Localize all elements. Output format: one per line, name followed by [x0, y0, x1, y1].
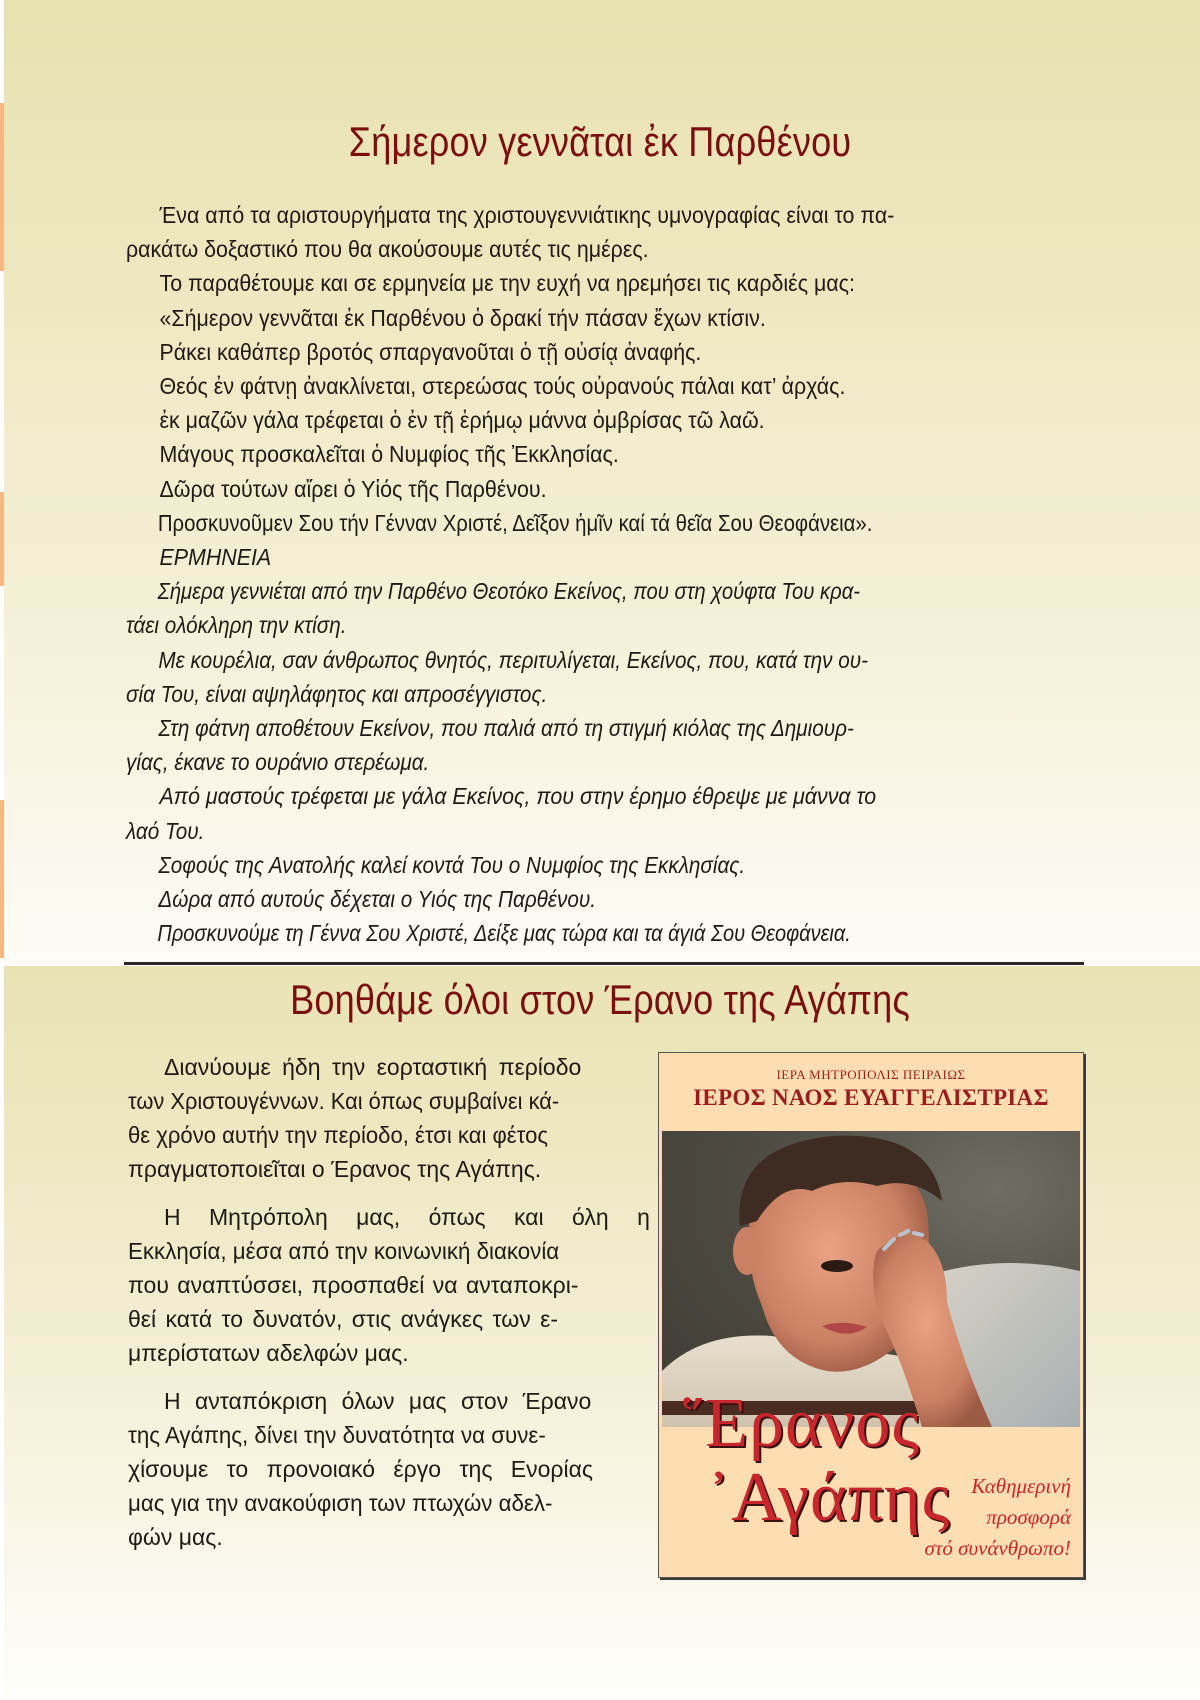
article-title-hymn: Σήμερον γεννᾶται ἐκ Παρθένου: [348, 118, 852, 165]
poster-title-eranos: ῞Ερανος: [681, 1385, 921, 1462]
paragraph-line: Η Μητρόπολη μας, όπως και όλη η: [164, 1204, 650, 1230]
hymn-line: Ράκει καθάπερ βροτός σπαργανοῦται ὁ τῇ οὐσίᾳ ἀναφής.: [159, 338, 702, 365]
edge-marker: [0, 800, 4, 958]
interpretation-line: Προσκυνούμε τη Γέννα Σου Χριστέ, Δείξε μας τώρα και τα άγιά Σου Θεοφάνεια.: [157, 920, 851, 947]
interpretation-line: Με κουρέλια, σαν άνθρωπος θνητός, περιτυλίγεται, Εκείνος, που, κατά την ου-: [158, 646, 869, 673]
poster-heading: ΙΕΡΟΣ ΝΑΟΣ ΕΥΑΓΓΕΛΙΣΤΡΙΑΣ: [693, 1085, 1049, 1110]
paragraph-line: Διανύουμε ήδη την εορταστική περίοδο: [164, 1054, 582, 1080]
paragraph: [128, 1200, 650, 1370]
intro-line: Το παραθέτουμε και σε ερμηνεία με την ευχή να ηρεμήσει τις καρδιές μας:: [159, 270, 855, 297]
intro-line: ρακάτω δοξαστικό που θα ακούσουμε αυτές τις ημέρες.: [126, 236, 649, 263]
section-divider: [124, 962, 1084, 965]
hymn-line: «Σήμερον γεννᾶται ἐκ Παρθένου ὁ δρακί τήν πάσαν ἔχων κτίσιν.: [159, 304, 766, 331]
interpretation-line: σία Του, είναι αψηλάφητος και απροσέγγιστος.: [126, 680, 548, 707]
hymn-line: Προσκυνοῦμεν Σου τήν Γένναν Χριστέ, Δεῖξον ἡμῖν καί τά θεῖα Σου Θεοφάνεια».: [157, 509, 873, 536]
slogan-line: προσφορά: [986, 1505, 1071, 1529]
paragraph-line: φών μας.: [128, 1524, 223, 1550]
paragraph-line: της Αγάπης, δίνει την δυνατότητα να συνε-: [128, 1422, 546, 1448]
interpretation-line: Δώρα από αυτούς δέχεται ο Υιός της Παρθένου.: [158, 886, 596, 913]
paragraph: [128, 1384, 634, 1554]
poster-title-agapis: ᾽Αγάπης: [707, 1459, 951, 1536]
paragraph: [128, 1050, 634, 1186]
paragraph-line: θεί κατά το δυνατόν, στις ανάγκες των ε-: [128, 1306, 558, 1332]
edge-marker: [0, 103, 4, 271]
article-body-hymn: [126, 198, 1084, 950]
interpretation-line: τάει ολόκληρη την κτίση.: [126, 612, 347, 639]
paragraph-line: Η ανταπόκριση όλων μας στον Έρανο: [164, 1388, 592, 1414]
paragraph-line: χίσουμε το προνοιακό έργο της Ενορίας: [128, 1456, 594, 1482]
paragraph-line: πραγματοποιεῖται ο Έρανος της Αγάπης.: [128, 1156, 542, 1182]
paragraph-line: μας για την ανακούφιση των πτωχών αδελ-: [128, 1490, 553, 1516]
interpretation-line: Σοφούς της Ανατολής καλεί κοντά Του ο Νυμφίος της Εκκλησίας.: [158, 851, 746, 878]
slogan-line: Καθημερινή: [971, 1474, 1071, 1498]
interpretation-line: Σήμερα γεννιέται από την Παρθένο Θεοτόκο Εκείνος, που στη χούφτα Του κρα-: [157, 578, 861, 605]
paragraph-line: μπερίστατων αδελφών μας.: [128, 1340, 409, 1366]
child-illustration: [662, 1131, 1080, 1427]
interpretation-label: ΕΡΜΗΝΕΙΑ: [159, 544, 272, 571]
interpretation-line: Από μαστούς τρέφεται με γάλα Εκείνος, που στην έρημο έθρεψε με μάννα το: [159, 783, 877, 810]
interpretation-line: λαό Του.: [126, 817, 205, 844]
poster-slogan: [924, 1471, 1071, 1564]
slogan-line: στό συνάνθρωπο!: [924, 1536, 1071, 1560]
article-body-eranos: [128, 1050, 650, 1568]
article-title-eranos: Βοηθάμε όλοι στον Έρανο της Αγάπης: [290, 976, 910, 1023]
hymn-line: Θεός ἐν φάτνῃ ἀνακλίνεται, στερεώσας τούς οὐρανούς πάλαι κατ’ ἀρχάς.: [159, 373, 846, 400]
hymn-line: Μάγους προσκαλεῖται ὁ Νυμφίος τῆς Ἐκκλησίας.: [159, 441, 619, 468]
poster-subtitle: ΙΕΡΑ ΜΗΤΡΟΠΟΛΙΣ ΠΕΙΡΑΙΩΣ: [776, 1067, 966, 1082]
paragraph-line: θε χρόνο αυτήν την περίοδο, έτσι και φέτος: [128, 1122, 548, 1148]
crying-child-photo: [662, 1131, 1080, 1427]
eranos-agapis-poster: [658, 1052, 1084, 1578]
hymn-line: Δῶρα τούτων αἴρει ὁ Υἱός τῆς Παρθένου.: [159, 475, 547, 502]
intro-line: Ένα από τα αριστουργήματα της χριστουγεννιάτικης υμνογραφίας είναι το πα-: [159, 202, 895, 228]
paragraph-line: των Χριστουγέννων. Και όπως συμβαίνει κά-: [128, 1088, 560, 1114]
paragraph-line: που αναπτύσσει, προσπαθεί να ανταποκρι-: [128, 1272, 579, 1298]
interpretation-line: γίας, έκανε το ουράνιο στερέωμα.: [126, 749, 430, 776]
hymn-line: ἐκ μαζῶν γάλα τρέφεται ὁ ἐν τῇ ἐρήμῳ μάννα ὀμβρίσας τῶ λαῶ.: [159, 407, 765, 434]
interpretation-line: Στη φάτνη αποθέτουν Εκείνον, που παλιά από τη στιγμή κιόλας της Δημιουρ-: [158, 715, 854, 742]
paragraph-line: Εκκλησία, μέσα από την κοινωνική διακονία: [128, 1238, 560, 1264]
edge-marker: [0, 492, 4, 586]
